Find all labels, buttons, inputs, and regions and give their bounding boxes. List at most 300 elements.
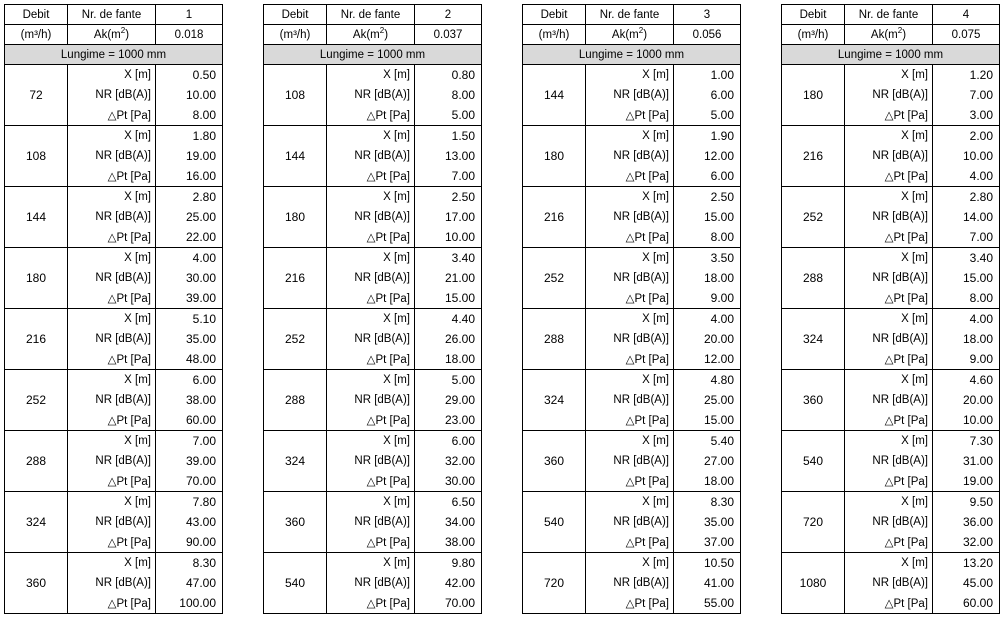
- row-metric-value: 18.00: [674, 268, 741, 288]
- row-metric-label: △Pt [Pa]: [68, 410, 156, 431]
- row-metric-value: 70.00: [156, 471, 223, 492]
- slots-header-label: Nr. de fante: [68, 5, 156, 25]
- row-metric-value: 10.50: [674, 553, 741, 574]
- length-row: [782, 45, 1000, 65]
- ak-label-text: Ak(m: [352, 28, 380, 41]
- row-metric-value: 1.00: [674, 65, 741, 86]
- row-metric-value: 6.00: [415, 431, 482, 452]
- table-row: [264, 187, 482, 208]
- row-metric-value: 4.60: [933, 370, 1000, 391]
- row-metric-value: 2.50: [674, 187, 741, 208]
- row-metric-label: NR [dB(A)]: [845, 573, 933, 593]
- row-metric-label: NR [dB(A)]: [845, 451, 933, 471]
- table-row: [782, 126, 1000, 147]
- row-metric-label: X [m]: [68, 248, 156, 269]
- row-metric-label: X [m]: [586, 431, 674, 452]
- row-metric-label: △Pt [Pa]: [586, 532, 674, 553]
- table-row: [264, 126, 482, 147]
- table-row: [523, 370, 741, 391]
- row-metric-value: 1.50: [415, 126, 482, 147]
- row-metric-label: △Pt [Pa]: [845, 227, 933, 248]
- ak-label-close: ): [643, 28, 648, 41]
- row-metric-value: 25.00: [674, 390, 741, 410]
- row-metric-value: 7.80: [156, 492, 223, 513]
- row-metric-label: X [m]: [68, 370, 156, 391]
- row-metric-value: 32.00: [415, 451, 482, 471]
- table-row: [5, 492, 223, 513]
- row-metric-value: 6.00: [674, 166, 741, 187]
- row-metric-value: 30.00: [156, 268, 223, 288]
- row-metric-value: 36.00: [933, 512, 1000, 532]
- row-metric-value: 37.00: [674, 532, 741, 553]
- row-metric-label: △Pt [Pa]: [845, 105, 933, 126]
- flow-value: 216: [523, 187, 586, 248]
- row-metric-value: 27.00: [674, 451, 741, 471]
- flow-value: 720: [523, 553, 586, 614]
- row-metric-label: X [m]: [586, 492, 674, 513]
- row-metric-value: 34.00: [415, 512, 482, 532]
- performance-table-2: [263, 4, 482, 614]
- ak-label-superscript: 2: [120, 25, 126, 35]
- table-row: [264, 309, 482, 330]
- table-row: [782, 309, 1000, 330]
- flow-value: 144: [5, 187, 68, 248]
- row-metric-label: X [m]: [68, 187, 156, 208]
- row-metric-label: NR [dB(A)]: [68, 85, 156, 105]
- row-metric-label: X [m]: [586, 126, 674, 147]
- flow-unit-label: (m³/h): [523, 25, 586, 45]
- slots-header-label: Nr. de fante: [327, 5, 415, 25]
- row-metric-label: △Pt [Pa]: [327, 166, 415, 187]
- flow-value: 324: [523, 370, 586, 431]
- row-metric-value: 9.50: [933, 492, 1000, 513]
- row-metric-value: 35.00: [674, 512, 741, 532]
- row-metric-value: 4.80: [674, 370, 741, 391]
- row-metric-value: 5.10: [156, 309, 223, 330]
- table-row: [5, 370, 223, 391]
- header-row: [523, 5, 741, 25]
- row-metric-value: 5.40: [674, 431, 741, 452]
- table-row: [264, 248, 482, 269]
- ak-label-text: Ak(m: [870, 28, 898, 41]
- flow-value: 252: [523, 248, 586, 309]
- row-metric-value: 2.80: [933, 187, 1000, 208]
- row-metric-value: 2.50: [415, 187, 482, 208]
- flow-unit-label: (m³/h): [264, 25, 327, 45]
- flow-header-label: Debit: [782, 5, 845, 25]
- row-metric-value: 3.40: [933, 248, 1000, 269]
- row-metric-label: NR [dB(A)]: [68, 329, 156, 349]
- row-metric-value: 4.00: [933, 166, 1000, 187]
- row-metric-value: 8.00: [933, 288, 1000, 309]
- table-row: [5, 248, 223, 269]
- row-metric-value: 13.20: [933, 553, 1000, 574]
- table-row: [523, 65, 741, 86]
- flow-unit-label: (m³/h): [5, 25, 68, 45]
- row-metric-label: X [m]: [845, 370, 933, 391]
- table-row: [5, 126, 223, 147]
- row-metric-value: 41.00: [674, 573, 741, 593]
- table-row: [782, 65, 1000, 86]
- row-metric-label: △Pt [Pa]: [845, 166, 933, 187]
- header-row: [5, 25, 223, 45]
- row-metric-value: 3.50: [674, 248, 741, 269]
- row-metric-label: X [m]: [68, 492, 156, 513]
- row-metric-value: 0.50: [156, 65, 223, 86]
- row-metric-value: 15.00: [933, 268, 1000, 288]
- row-metric-label: NR [dB(A)]: [68, 573, 156, 593]
- row-metric-value: 0.80: [415, 65, 482, 86]
- row-metric-value: 7.00: [156, 431, 223, 452]
- ak-value: 0.075: [933, 25, 1000, 45]
- flow-value: 360: [523, 431, 586, 492]
- row-metric-label: X [m]: [68, 126, 156, 147]
- row-metric-value: 70.00: [415, 593, 482, 614]
- row-metric-label: X [m]: [845, 492, 933, 513]
- flow-value: 216: [5, 309, 68, 370]
- row-metric-value: 16.00: [156, 166, 223, 187]
- row-metric-label: △Pt [Pa]: [68, 532, 156, 553]
- row-metric-value: 15.00: [674, 207, 741, 227]
- flow-value: 72: [5, 65, 68, 126]
- row-metric-value: 23.00: [415, 410, 482, 431]
- row-metric-label: △Pt [Pa]: [68, 166, 156, 187]
- row-metric-value: 8.30: [674, 492, 741, 513]
- ak-header-label: [68, 25, 156, 45]
- header-row: [782, 25, 1000, 45]
- ak-label-text: Ak(m: [611, 28, 639, 41]
- row-metric-value: 55.00: [674, 593, 741, 614]
- row-metric-value: 19.00: [156, 146, 223, 166]
- row-metric-label: X [m]: [845, 65, 933, 86]
- row-metric-label: △Pt [Pa]: [327, 349, 415, 370]
- flow-value: 360: [782, 370, 845, 431]
- length-label: Lungime = 1000 mm: [5, 45, 223, 65]
- performance-table-1: [4, 4, 223, 614]
- row-metric-label: NR [dB(A)]: [68, 512, 156, 532]
- flow-value: 252: [264, 309, 327, 370]
- ak-label-superscript: 2: [897, 25, 903, 35]
- row-metric-label: X [m]: [845, 309, 933, 330]
- flow-value: 252: [5, 370, 68, 431]
- table-row: [264, 492, 482, 513]
- row-metric-value: 100.00: [156, 593, 223, 614]
- flow-value: 360: [5, 553, 68, 614]
- row-metric-value: 7.30: [933, 431, 1000, 452]
- row-metric-value: 5.00: [674, 105, 741, 126]
- flow-value: 108: [5, 126, 68, 187]
- length-row: [5, 45, 223, 65]
- row-metric-value: 5.00: [415, 370, 482, 391]
- row-metric-value: 10.00: [415, 227, 482, 248]
- length-row: [264, 45, 482, 65]
- row-metric-label: NR [dB(A)]: [845, 85, 933, 105]
- row-metric-value: 43.00: [156, 512, 223, 532]
- row-metric-value: 7.00: [933, 227, 1000, 248]
- row-metric-label: X [m]: [327, 187, 415, 208]
- flow-value: 324: [264, 431, 327, 492]
- flow-value: 144: [523, 65, 586, 126]
- ak-header-label: [586, 25, 674, 45]
- table-row: [5, 309, 223, 330]
- row-metric-value: 22.00: [156, 227, 223, 248]
- flow-value: 180: [523, 126, 586, 187]
- row-metric-label: NR [dB(A)]: [845, 146, 933, 166]
- row-metric-label: △Pt [Pa]: [845, 288, 933, 309]
- row-metric-label: NR [dB(A)]: [586, 268, 674, 288]
- row-metric-value: 38.00: [415, 532, 482, 553]
- row-metric-label: △Pt [Pa]: [845, 532, 933, 553]
- row-metric-value: 4.40: [415, 309, 482, 330]
- table-row: [5, 431, 223, 452]
- row-metric-label: △Pt [Pa]: [68, 288, 156, 309]
- row-metric-value: 4.00: [933, 309, 1000, 330]
- row-metric-label: X [m]: [68, 309, 156, 330]
- slots-header-label: Nr. de fante: [845, 5, 933, 25]
- row-metric-label: X [m]: [586, 370, 674, 391]
- row-metric-label: X [m]: [845, 126, 933, 147]
- row-metric-value: 60.00: [156, 410, 223, 431]
- row-metric-value: 48.00: [156, 349, 223, 370]
- flow-value: 324: [782, 309, 845, 370]
- flow-value: 1080: [782, 553, 845, 614]
- flow-value: 540: [523, 492, 586, 553]
- row-metric-label: NR [dB(A)]: [68, 146, 156, 166]
- row-metric-label: △Pt [Pa]: [586, 166, 674, 187]
- slots-count-value: 3: [674, 5, 741, 25]
- row-metric-value: 39.00: [156, 288, 223, 309]
- row-metric-label: X [m]: [586, 187, 674, 208]
- row-metric-value: 10.00: [933, 410, 1000, 431]
- row-metric-label: △Pt [Pa]: [586, 471, 674, 492]
- row-metric-label: X [m]: [327, 431, 415, 452]
- table-row: [523, 492, 741, 513]
- row-metric-label: △Pt [Pa]: [327, 532, 415, 553]
- ak-label-close: ): [125, 28, 130, 41]
- row-metric-label: X [m]: [327, 65, 415, 86]
- row-metric-label: △Pt [Pa]: [586, 105, 674, 126]
- ak-header-label: [327, 25, 415, 45]
- ak-value: 0.037: [415, 25, 482, 45]
- row-metric-label: NR [dB(A)]: [327, 390, 415, 410]
- length-row: [523, 45, 741, 65]
- row-metric-value: 31.00: [933, 451, 1000, 471]
- flow-header-label: Debit: [5, 5, 68, 25]
- row-metric-value: 4.00: [156, 248, 223, 269]
- row-metric-label: △Pt [Pa]: [68, 227, 156, 248]
- row-metric-value: 90.00: [156, 532, 223, 553]
- slots-header-label: Nr. de fante: [586, 5, 674, 25]
- table-row: [782, 492, 1000, 513]
- row-metric-value: 39.00: [156, 451, 223, 471]
- flow-value: 288: [5, 431, 68, 492]
- table-row: [523, 553, 741, 574]
- row-metric-label: X [m]: [327, 248, 415, 269]
- row-metric-label: X [m]: [327, 126, 415, 147]
- row-metric-value: 1.90: [674, 126, 741, 147]
- row-metric-value: 25.00: [156, 207, 223, 227]
- header-row: [523, 25, 741, 45]
- flow-value: 540: [782, 431, 845, 492]
- row-metric-label: X [m]: [845, 187, 933, 208]
- flow-value: 180: [264, 187, 327, 248]
- row-metric-label: NR [dB(A)]: [68, 451, 156, 471]
- flow-value: 252: [782, 187, 845, 248]
- table-row: [523, 248, 741, 269]
- table-row: [264, 370, 482, 391]
- row-metric-label: △Pt [Pa]: [845, 410, 933, 431]
- row-metric-value: 15.00: [674, 410, 741, 431]
- flow-value: 288: [782, 248, 845, 309]
- row-metric-value: 1.80: [156, 126, 223, 147]
- row-metric-value: 4.00: [674, 309, 741, 330]
- row-metric-label: NR [dB(A)]: [586, 573, 674, 593]
- row-metric-value: 3.40: [415, 248, 482, 269]
- row-metric-label: △Pt [Pa]: [327, 410, 415, 431]
- row-metric-label: NR [dB(A)]: [586, 451, 674, 471]
- row-metric-label: △Pt [Pa]: [586, 410, 674, 431]
- row-metric-label: NR [dB(A)]: [586, 390, 674, 410]
- header-row: [264, 25, 482, 45]
- row-metric-label: X [m]: [586, 248, 674, 269]
- flow-value: 180: [782, 65, 845, 126]
- length-label: Lungime = 1000 mm: [264, 45, 482, 65]
- row-metric-value: 2.00: [933, 126, 1000, 147]
- row-metric-value: 19.00: [933, 471, 1000, 492]
- flow-header-label: Debit: [523, 5, 586, 25]
- row-metric-value: 21.00: [415, 268, 482, 288]
- row-metric-value: 6.00: [674, 85, 741, 105]
- row-metric-value: 42.00: [415, 573, 482, 593]
- row-metric-value: 10.00: [933, 146, 1000, 166]
- row-metric-label: NR [dB(A)]: [68, 207, 156, 227]
- table-row: [782, 187, 1000, 208]
- row-metric-label: △Pt [Pa]: [68, 349, 156, 370]
- slots-count-value: 4: [933, 5, 1000, 25]
- flow-value: 540: [264, 553, 327, 614]
- row-metric-label: X [m]: [845, 248, 933, 269]
- ak-value: 0.018: [156, 25, 223, 45]
- row-metric-label: NR [dB(A)]: [327, 146, 415, 166]
- flow-header-label: Debit: [264, 5, 327, 25]
- table-row: [5, 553, 223, 574]
- row-metric-label: NR [dB(A)]: [327, 207, 415, 227]
- row-metric-value: 12.00: [674, 146, 741, 166]
- table-row: [264, 553, 482, 574]
- row-metric-label: △Pt [Pa]: [845, 471, 933, 492]
- ak-label-superscript: 2: [379, 25, 385, 35]
- table-row: [523, 187, 741, 208]
- flow-value: 324: [5, 492, 68, 553]
- row-metric-value: 18.00: [674, 471, 741, 492]
- row-metric-label: NR [dB(A)]: [586, 85, 674, 105]
- row-metric-label: NR [dB(A)]: [68, 268, 156, 288]
- row-metric-value: 6.00: [156, 370, 223, 391]
- row-metric-label: △Pt [Pa]: [327, 227, 415, 248]
- flow-value: 288: [523, 309, 586, 370]
- row-metric-label: X [m]: [586, 65, 674, 86]
- row-metric-label: NR [dB(A)]: [845, 390, 933, 410]
- row-metric-label: NR [dB(A)]: [68, 390, 156, 410]
- header-row: [5, 5, 223, 25]
- row-metric-value: 17.00: [415, 207, 482, 227]
- header-row: [264, 5, 482, 25]
- flow-value: 144: [264, 126, 327, 187]
- row-metric-label: X [m]: [845, 431, 933, 452]
- row-metric-value: 20.00: [933, 390, 1000, 410]
- row-metric-label: △Pt [Pa]: [327, 105, 415, 126]
- ak-header-label: [845, 25, 933, 45]
- row-metric-value: 2.80: [156, 187, 223, 208]
- ak-value: 0.056: [674, 25, 741, 45]
- row-metric-label: △Pt [Pa]: [327, 288, 415, 309]
- row-metric-label: NR [dB(A)]: [845, 512, 933, 532]
- performance-table-3: [522, 4, 741, 614]
- row-metric-label: △Pt [Pa]: [68, 471, 156, 492]
- row-metric-label: △Pt [Pa]: [586, 227, 674, 248]
- row-metric-label: △Pt [Pa]: [586, 349, 674, 370]
- row-metric-value: 26.00: [415, 329, 482, 349]
- row-metric-label: X [m]: [327, 553, 415, 574]
- row-metric-label: X [m]: [327, 370, 415, 391]
- row-metric-label: △Pt [Pa]: [586, 593, 674, 614]
- row-metric-value: 38.00: [156, 390, 223, 410]
- row-metric-label: △Pt [Pa]: [586, 288, 674, 309]
- row-metric-label: NR [dB(A)]: [327, 573, 415, 593]
- row-metric-value: 47.00: [156, 573, 223, 593]
- row-metric-label: X [m]: [68, 553, 156, 574]
- row-metric-value: 35.00: [156, 329, 223, 349]
- table-row: [523, 309, 741, 330]
- row-metric-value: 8.30: [156, 553, 223, 574]
- table-row: [523, 431, 741, 452]
- flow-value: 720: [782, 492, 845, 553]
- row-metric-value: 18.00: [415, 349, 482, 370]
- row-metric-value: 5.00: [415, 105, 482, 126]
- row-metric-label: X [m]: [327, 492, 415, 513]
- ak-label-close: ): [902, 28, 907, 41]
- ak-label-superscript: 2: [638, 25, 644, 35]
- row-metric-label: X [m]: [586, 309, 674, 330]
- flow-value: 288: [264, 370, 327, 431]
- row-metric-value: 7.00: [415, 166, 482, 187]
- row-metric-label: NR [dB(A)]: [327, 268, 415, 288]
- row-metric-label: NR [dB(A)]: [586, 512, 674, 532]
- table-row: [264, 431, 482, 452]
- row-metric-value: 1.20: [933, 65, 1000, 86]
- row-metric-value: 8.00: [674, 227, 741, 248]
- row-metric-value: 32.00: [933, 532, 1000, 553]
- row-metric-label: X [m]: [68, 65, 156, 86]
- table-row: [782, 431, 1000, 452]
- row-metric-value: 8.00: [415, 85, 482, 105]
- slots-count-value: 1: [156, 5, 223, 25]
- row-metric-label: NR [dB(A)]: [327, 451, 415, 471]
- row-metric-label: △Pt [Pa]: [845, 349, 933, 370]
- row-metric-label: △Pt [Pa]: [68, 105, 156, 126]
- row-metric-label: X [m]: [586, 553, 674, 574]
- row-metric-label: △Pt [Pa]: [845, 593, 933, 614]
- flow-value: 216: [782, 126, 845, 187]
- row-metric-value: 9.80: [415, 553, 482, 574]
- row-metric-label: X [m]: [327, 309, 415, 330]
- flow-value: 108: [264, 65, 327, 126]
- row-metric-value: 10.00: [156, 85, 223, 105]
- row-metric-value: 7.00: [933, 85, 1000, 105]
- length-label: Lungime = 1000 mm: [523, 45, 741, 65]
- row-metric-value: 20.00: [674, 329, 741, 349]
- row-metric-label: NR [dB(A)]: [845, 268, 933, 288]
